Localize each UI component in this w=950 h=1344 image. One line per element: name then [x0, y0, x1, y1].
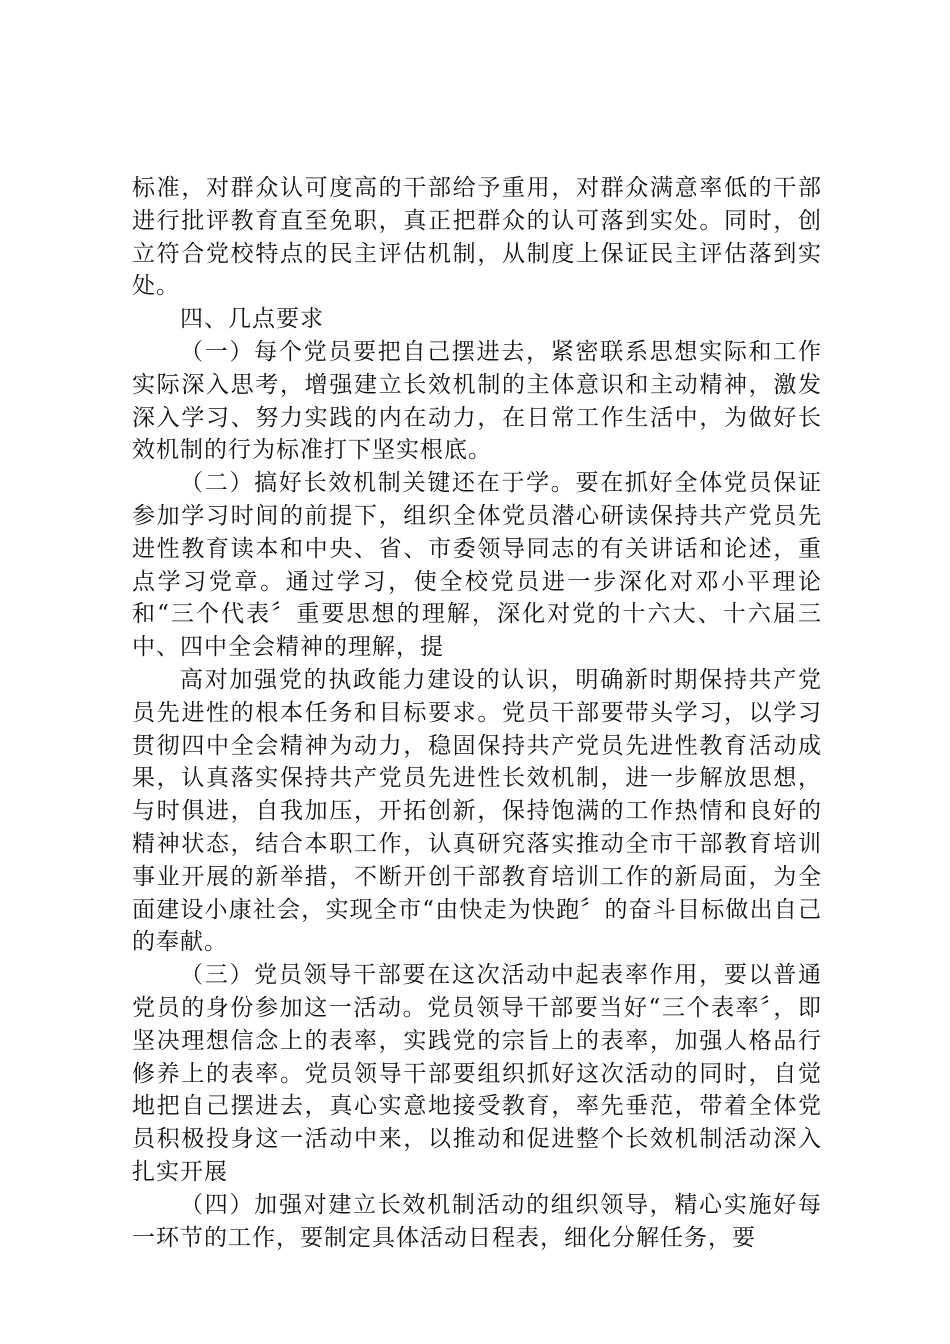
paragraph-requirement-4: （四）加强对建立长效机制活动的组织领导，精心实施好每一环节的工作，要制定具体活动日程表，细化分解任务，要: [132, 1191, 822, 1251]
paragraph-requirement-2: （二）搞好长效机制关键还在于学。要在抓好全体党员保证参加学习时间的前提下，组织全体党员潜心研读保持共产党员先进性教育读本和中央、省、市委领导同志的有关讲话和论述，重点学习党章。通过学习，使全校党员进一步深化对邓小平理论和“三个代表〞重要思想的理解，深化对党的十六大、十六届三中、四中全会精神的理解，提: [132, 470, 822, 661]
paragraph-requirement-1: （一）每个党员要把自己摆进去，紧密联系思想实际和工作实际深入思考，增强建立长效机制的主体意识和主动精神，激发深入学习、努力实践的内在动力，在日常工作生活中，为做好长效机制的行为标准打下坚实根底。: [132, 338, 822, 464]
paragraph-continuation: 标准，对群众认可度高的干部给予重用，对群众满意率低的干部进行批评教育直至免职，真正把群众的认可落到实处。同时，创立符合党校特点的民主评估机制，从制度上保证民主评估落到实处。: [132, 175, 822, 300]
section-heading-requirements: 四、几点要求: [180, 306, 324, 333]
document-body: [132, 172, 822, 1254]
paragraph-requirement-2-cont: 高对加强党的执政能力建设的认识，明确新时期保持共产党员先进性的根本任务和目标要求。党员干部要带头学习，以学习贯彻四中全会精神为动力，稳固保持共产党员先进性教育活动成果，认真落实保持共产党员先进性长效机制，进一步解放思想，与时俱进，自我加压，开拓创新，保持饱满的工作热情和良好的精神状态，结合本职工作，认真研究落实推动全市干部教育培训事业开展的新举措，不断开创干部教育培训工作的新局面，为全面建设小康社会，实现全市“由快走为快跑〞的奋斗目标做出自己的奉献。: [132, 666, 822, 956]
paragraph-requirement-3: （三）党员领导干部要在这次活动中起表率作用，要以普通党员的身份参加这一活动。党员领导干部要当好“三个表率〞，即坚决理想信念上的表率，实践党的宗旨上的表率，加强人格品行修养上的表率。党员领导干部要组织抓好这次活动的同时，自觉地把自己摆进去，真心实意地接受教育，率先垂范，带着全体党员积极投身这一活动中来，以推动和促进整个长效机制活动深入扎实开展: [132, 962, 822, 1185]
